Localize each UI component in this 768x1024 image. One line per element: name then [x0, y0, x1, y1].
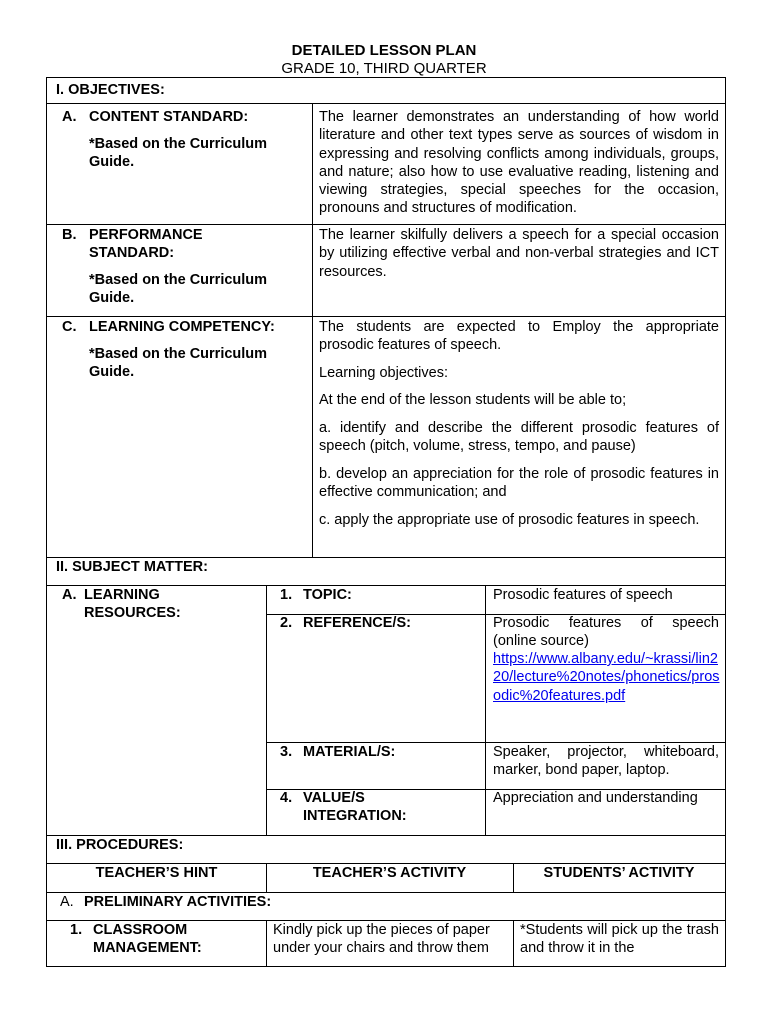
- performance-standard-text: The learner skilfully delivers a speech for a special occasion by utilizing effective verbal and non-verbal strategies and ICT resources.: [319, 227, 719, 280]
- performance-standard-note: *Based on the Curriculum Guide.: [89, 272, 268, 307]
- learning-objective-b: b. develop an appreciation for the role of prosodic features in effective communication; and: [319, 466, 719, 501]
- materials-value: Speaker, projector, whiteboard, marker, bond paper, laptop.: [493, 744, 719, 779]
- learning-objective-a: a. identify and describe the different prosodic features of speech (pitch, volume, stress, tempo, and pause): [319, 420, 719, 455]
- preliminary-letter: A.: [60, 894, 74, 910]
- reference-link[interactable]: https://www.albany.edu/~krassi/lin220/lecture%20notes/phonetics/prosodic%20features.pdf: [493, 651, 720, 704]
- learning-competency-text: The students are expected to Employ the appropriate prosodic features of speech.: [319, 319, 719, 354]
- classroom-label: CLASSROOM MANAGEMENT:: [93, 922, 202, 957]
- content-standard-note: *Based on the Curriculum Guide.: [89, 136, 268, 171]
- materials-label: MATERIAL/S:: [303, 744, 396, 760]
- topic-value: Prosodic features of speech: [493, 587, 673, 603]
- learning-objective-c: c. apply the appropriate use of prosodic features in speech.: [319, 512, 700, 528]
- content-standard-letter: A.: [62, 109, 77, 125]
- performance-standard-label: PERFORMANCE STANDARD:: [89, 227, 203, 262]
- learning-objectives-heading: Learning objectives:: [319, 365, 448, 381]
- document-title: DETAILED LESSON PLAN: [291, 42, 477, 59]
- learning-competency-label: LEARNING COMPETENCY:: [89, 319, 275, 335]
- topic-label: TOPIC:: [303, 587, 352, 603]
- performance-standard-letter: B.: [62, 227, 77, 243]
- classroom-number: 1.: [70, 922, 83, 938]
- header-students-activity: STUDENTS’ ACTIVITY: [543, 865, 695, 881]
- header-teachers-hint: TEACHER’S HINT: [95, 865, 218, 881]
- reference-number: 2.: [280, 615, 293, 631]
- document-subtitle: GRADE 10, THIRD QUARTER: [281, 60, 487, 77]
- classroom-teacher-activity: Kindly pick up the pieces of paper under your chairs and throw them: [273, 922, 490, 957]
- learning-objectives-intro: At the end of the lesson students will be able to;: [319, 392, 627, 408]
- values-label: VALUE/S INTEGRATION:: [303, 790, 407, 825]
- section-objectives: I. OBJECTIVES:: [56, 82, 165, 98]
- content-standard-label: CONTENT STANDARD:: [89, 109, 249, 125]
- learning-resources-letter: A.: [62, 587, 77, 603]
- content-standard-text: The learner demonstrates an understanding of how world literature and other text types serve as sources of wisdom in expressing and resolving conflicts among individuals, groups, and nature; also how to use evaluative reading, listening and viewing strategies, special speeches for the occasion, pronouns and structures of modification.: [319, 109, 719, 217]
- learning-competency-note: *Based on the Curriculum Guide.: [89, 346, 268, 381]
- materials-number: 3.: [280, 744, 293, 760]
- section-subject-matter: II. SUBJECT MATTER:: [56, 559, 208, 575]
- reference-label: REFERENCE/S:: [303, 615, 411, 631]
- learning-competency-letter: C.: [62, 319, 77, 335]
- classroom-students-activity: *Students will pick up the trash and throw it in the: [520, 922, 719, 957]
- header-teachers-activity: TEACHER’S ACTIVITY: [312, 865, 467, 881]
- lesson-plan-table: [46, 77, 726, 967]
- preliminary-label: PRELIMINARY ACTIVITIES:: [84, 894, 272, 910]
- reference-value: Prosodic features of speech (online source): [493, 615, 719, 650]
- learning-resources-label: LEARNING RESOURCES:: [84, 587, 181, 622]
- topic-number: 1.: [280, 587, 293, 603]
- section-procedures: III. PROCEDURES:: [56, 837, 184, 853]
- values-number: 4.: [280, 790, 293, 806]
- values-value: Appreciation and understanding: [493, 790, 698, 806]
